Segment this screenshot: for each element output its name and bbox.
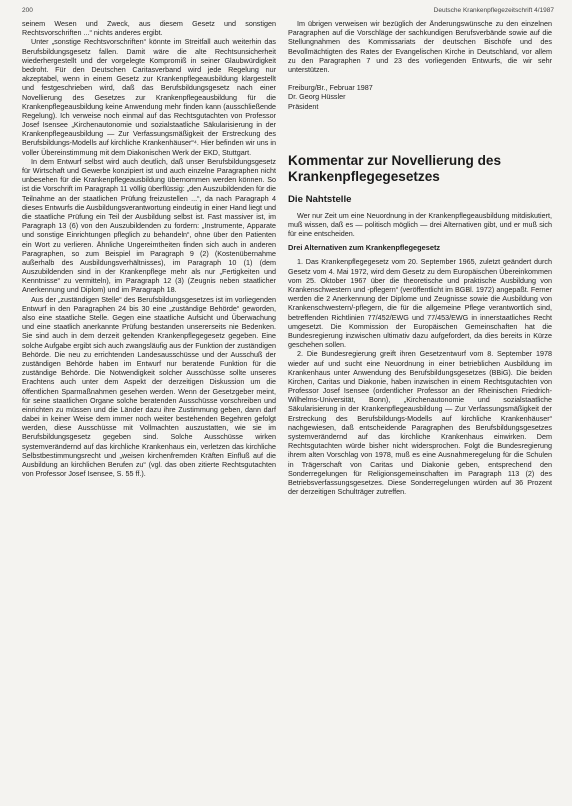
- article-title: Kommentar zur Novellierung des Krankenpflegegesetzes: [288, 152, 502, 184]
- signature-title: Präsident: [288, 101, 319, 111]
- running-header: Deutsche Krankenpflegezeitschrift 4/1987: [433, 7, 554, 14]
- right-paragraph-1: Im übrigen verweisen wir bezüglich der Änderungswünsche zu den einzelnen Paragraphen auf die Vorschläge der sachkundigen Berufsverbände sowie auf die Stellungnahmen des Kommissariats der deutschen Bischöfe und des Bevollmächtigten des Rates der Evangelischen Kirche in Deutschland, vor allem zu den Paragraphen 7 und 23 des vorliegenden Entwurfs, die wir sehr unterstützen.: [288, 19, 552, 74]
- signature-name: Dr. Georg Hüssler: [288, 92, 346, 102]
- right-paragraph-3: 1. Das Krankenpflegegesetz vom 20. September 1965, zuletzt geändert durch Gesetz vom 4. Mai 1972, wird dem Gesetz zu dem Europäischen Übereinkommen vom 25. Oktober 1967 über die theoretische und praktische Ausbildung von Krankenschwestern und -pflegern“ (veröffentlicht im BGBl. 1972) angepaßt. Ferner werden die 2 Anerkennung der Diplome und Zeugnisse sowie die Ausbildung von Krankenschwestern/-pflegern, die für die allgemeine Pflege verantwortlich sind, betreffenden Richtlinien 77/452/EWG und 77/453/EWG in innerstaatliches Recht umgesetzt. Die Kommission der Europäischen Gemeinschaften hat die Bundesregierung inzwischen ultimativ dazu aufgefordert, da dies bereits in Kürze geschehen sollen.: [288, 257, 552, 350]
- left-paragraph-1: seinem Wesen und Zweck, aus diesem Gesetz und sonstigen Rechtsvorschriften ...“ nichts anderes ergibt.: [22, 19, 276, 38]
- right-column: [288, 19, 552, 496]
- page-number: 200: [22, 7, 33, 14]
- section-heading: Die Nahtstelle: [288, 193, 352, 205]
- left-column: [22, 19, 276, 478]
- left-paragraph-2: Unter „sonstige Rechtsvorschriften“ könnte im Streitfall auch weiterhin das Berufsbildungsgesetz fallen. Damit wäre die alte Rechtsunsicherheit wiederhergestellt und der vorgelegte Kompromiß in seiner Glaubwürdigkeit bedroht. Für den Deutschen Caritasverband wird jede Regelung nur akzeptabel, wenn in einem Gesetz zur Krankenpflegeausbildung klargestellt und festgeschrieben wird, daß das Berufsbildungsgesetz nach einer Novellierung des Gesetzes zur Krankenpflegeausbildung für die Krankenpflegeausbildung keine Anwendung mehr finden kann (ausschließende Regelung). Ich verweise noch einmal auf das Rechtsgutachten von Professor Josef Isensee „Kirchenautonomie und sozialstaatliche Säkularisierung in der Krankenpflegeausbildung — Zur Verfassungsmäßigkeit der Erstreckung des Berufsbildungs-Modells auf kirchliche Krankenhäuser“⁴. Hier befinden wir uns in voller Übereinstimmung mit dem Diakonischen Werk der EKD, Stuttgart.: [22, 37, 276, 157]
- signature-place-date: Freiburg/Br., Februar 1987: [288, 83, 373, 93]
- left-paragraph-4: Aus der „zuständigen Stelle“ des Berufsbildungsgesetzes ist im vorliegenden Entwurf in den Paragraphen 24 bis 30 eine „zuständige Behörde“ geworden, also eine staatliche Stelle. Gegen eine staatliche Aufsicht und Überwachung und eine staatlich anerkannte Prüfung bestanden unsererseits nie Bedenken. Sie sind auch in dem derzeit geltenden Krankenpflegegesetz gegeben. Eine solche Aufgabe ergibt sich auch zwangsläufig aus der Funktion der zuständigen Behörde. Die neu zu errichtenden Landesausschüsse und der Ausschuß der zuständigen Behörde haben im Entwurf nur beratende Funktion für die zuständige Behörde. Die Notwendigkeit solcher Ausschüsse sollte unseres Erachtens auch unter dem Aspekt der derzeitigen Diskussion um die öffentlichen Sparmaßnahmen gesehen werden. Wenn der Gesetzgeber meint, für seine staatlichen Organe solche beratenden Ausschüsse vorschreiben und einrichten zu müssen und die Länder dazu ihre Zustimmung geben, dann darf dabei in keiner Weise dem immer noch weiter bestehenden Begehren gefolgt werden, diese Ausschüsse mit Vollmachten auszustatten, wie sie im Berufsbildungsgesetz gegeben sind. Solche Ausschüsse wirken systemverändernd auf das kirchliche Krankenhaus ein, verletzen das kirchliche Selbstbestimmungsrecht und „weisen kirchenfremden Kräften Einfluß auf die Ausbildung an kirchlichen Berufen zu“ (vgl. das oben zitierte Rechtsgutachten von Professor Josef Isensee, S. 55 ff.).: [22, 294, 276, 479]
- left-paragraph-3: In dem Entwurf selbst wird auch deutlich, daß unser Berufsbildungsgesetz für Wirtschaft und Gewerbe konzipiert ist und auch einzelne Paragraphen nicht unbesehen für die Krankenpflegeausbildung übernommen werden können. So ist die Vorschrift im Paragraph 11 völlig überflüssig: „den Auszubildenden für die Teilnahme an der staatlichen Prüfung freizustellen ...“, da nach Paragraph 4 dieses Entwurfs die Ausbildungsverantwortung eindeutig in einer Hand liegt und die staatliche Prüfung ein Teil der Ausbildung selbst ist. Fast massiver ist, im Paragraph 13 (6) von den Auszubildenden zu fordern: „Instrumente, Apparate und sonstige Einrichtungen pfleglich zu behandeln“, ohne über den Patienten ein Wort zu verlieren. Ähnliche Ungereimtheiten finden sich auch in anderen Paragraphen, so zum Beispiel im Paragraph 9 (2) (Kostenübernahme außerhalb des Ausbildungsverhältnisses), im Paragraph 10 (1) (dem Auszubildenden sind in der Krankenpflege mehr als nur „Fertigkeiten und Kenntnisse“ zu vermitteln), im Paragraph 12 (3) (Zeugnis neben staatlicher Anerkennung und Diplom) und im Paragraph 18.: [22, 156, 276, 295]
- right-paragraph-2: Wer nur Zeit um eine Neuordnung in der Krankenpflegeausbildung mitdiskutiert, muß wissen, daß es — politisch möglich — drei Alternativen gibt, und er muß sich für eine entscheiden.: [288, 210, 552, 239]
- subheading: Drei Alternativen zum Krankenpflegegesetz: [288, 243, 441, 253]
- right-paragraph-4: 2. Die Bundesregierung greift ihren Gesetzentwurf vom 8. September 1978 wieder auf und sucht eine Neuordnung in einer betrieblichen Ausbildung im Krankenhaus unter Anwendung des Berufsbildungsgesetzes (BBiG). Die beiden Kirchen, Caritas und Diakonie, haben inzwischen in einem Rechtsgutachten von Professor Josef Isensee (ordentlicher Professor an der Rheinischen Friedrich-Wilhelms-Universität, Bonn), „Kirchenautonomie und sozialstaatliche Säkularisierung in der Krankenpflegeausbildung — Zur Verfassungsmäßigkeit der Erstreckung des Berufsbildungs-Modells auf kirchliche Krankenhäuser“ nachgewiesen, daß entscheidende Paragraphen des Berufsbildungsgesetzes systemverändernd auf das kirchliche Krankenhaus einwirken. Dem Rechtsgutachten würde bisher nicht widersprochen. Folgt die Bundesregierung ihrem alten Vorschlag von 1978, muß es eine Ausnahmeregelung für die Schulen in Trägerschaft von Caritas und Diakonie geben, entsprechend den Sonderregelungen für Religionsgemeinschaften im Paragraph 113 (2) des Betriebsverfassungsgesetzes. Diese Sonderregelungen würden auf 36 Prozent der derzeitigen Schulträger zutreffen.: [288, 349, 552, 497]
